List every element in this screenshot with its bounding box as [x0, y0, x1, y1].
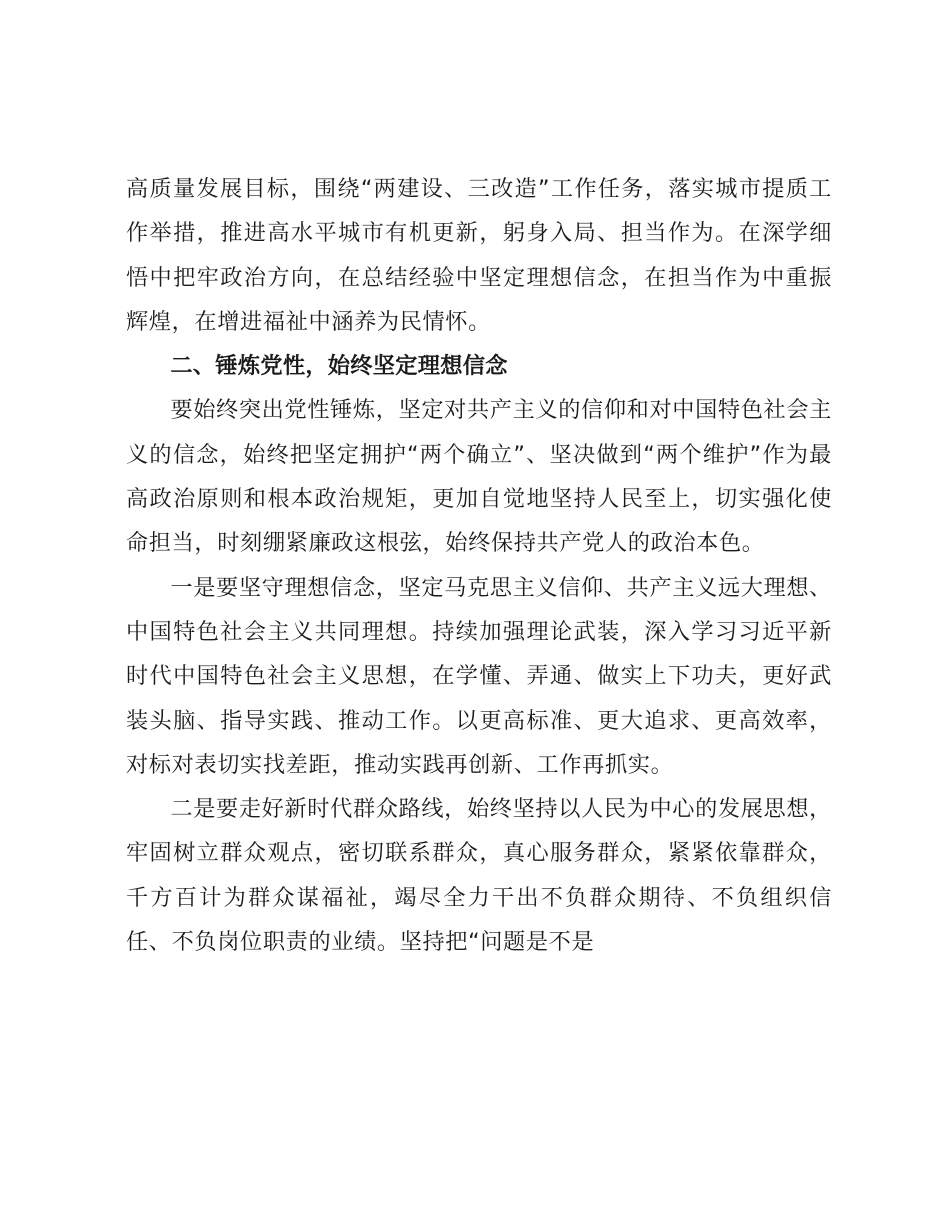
section-heading: 二、锤炼党性，始终坚定理想信念 — [170, 353, 508, 380]
paragraph-mass-line: 二是要走好新时代群众路线，始终坚持以人民为中心的发展思想，牢固树立群众观点，密切联系群众，真心服务群众，紧紧依靠群众，千方百计为群众谋福祉，竭尽全力干出不负群众期待、不负组织信任、不负岗位职责的业绩。坚持把“问题是不是 — [126, 796, 832, 956]
paragraph-party-spirit: 要始终突出党性锤炼，坚定对共产主义的信仰和对中国特色社会主义的信念，始终把坚定拥护“两个确立”、坚决做到“两个维护”作为最高政治原则和根本政治规矩，更加自觉地坚持人民至上，切实强化使命担当，时刻绷紧廉政这根弦，始终保持共产党人的政治本色。 — [126, 397, 832, 557]
paragraph-ideals-belief: 一是要坚守理想信念，坚定马克思主义信仰、共产主义远大理想、中国特色社会主义共同理想。持续加强理论武装，深入学习习近平新时代中国特色社会主义思想，在学懂、弄通、做实上下功夫，更好武装头脑、指导实践、推动工作。以更高标准、更大追求、更高效率，对标对表切实找差距，推动实践再创新、工作再抓实。 — [126, 574, 832, 778]
paragraph-continued: 高质量发展目标，围绕“两建设、三改造”工作任务，落实城市提质工作举措，推进高水平城市有机更新，躬身入局、担当作为。在深学细悟中把牢政治方向，在总结经验中坚定理想信念，在担当作为中重振辉煌，在增进福祉中涵养为民情怀。 — [126, 176, 832, 335]
document-page — [126, 167, 832, 964]
